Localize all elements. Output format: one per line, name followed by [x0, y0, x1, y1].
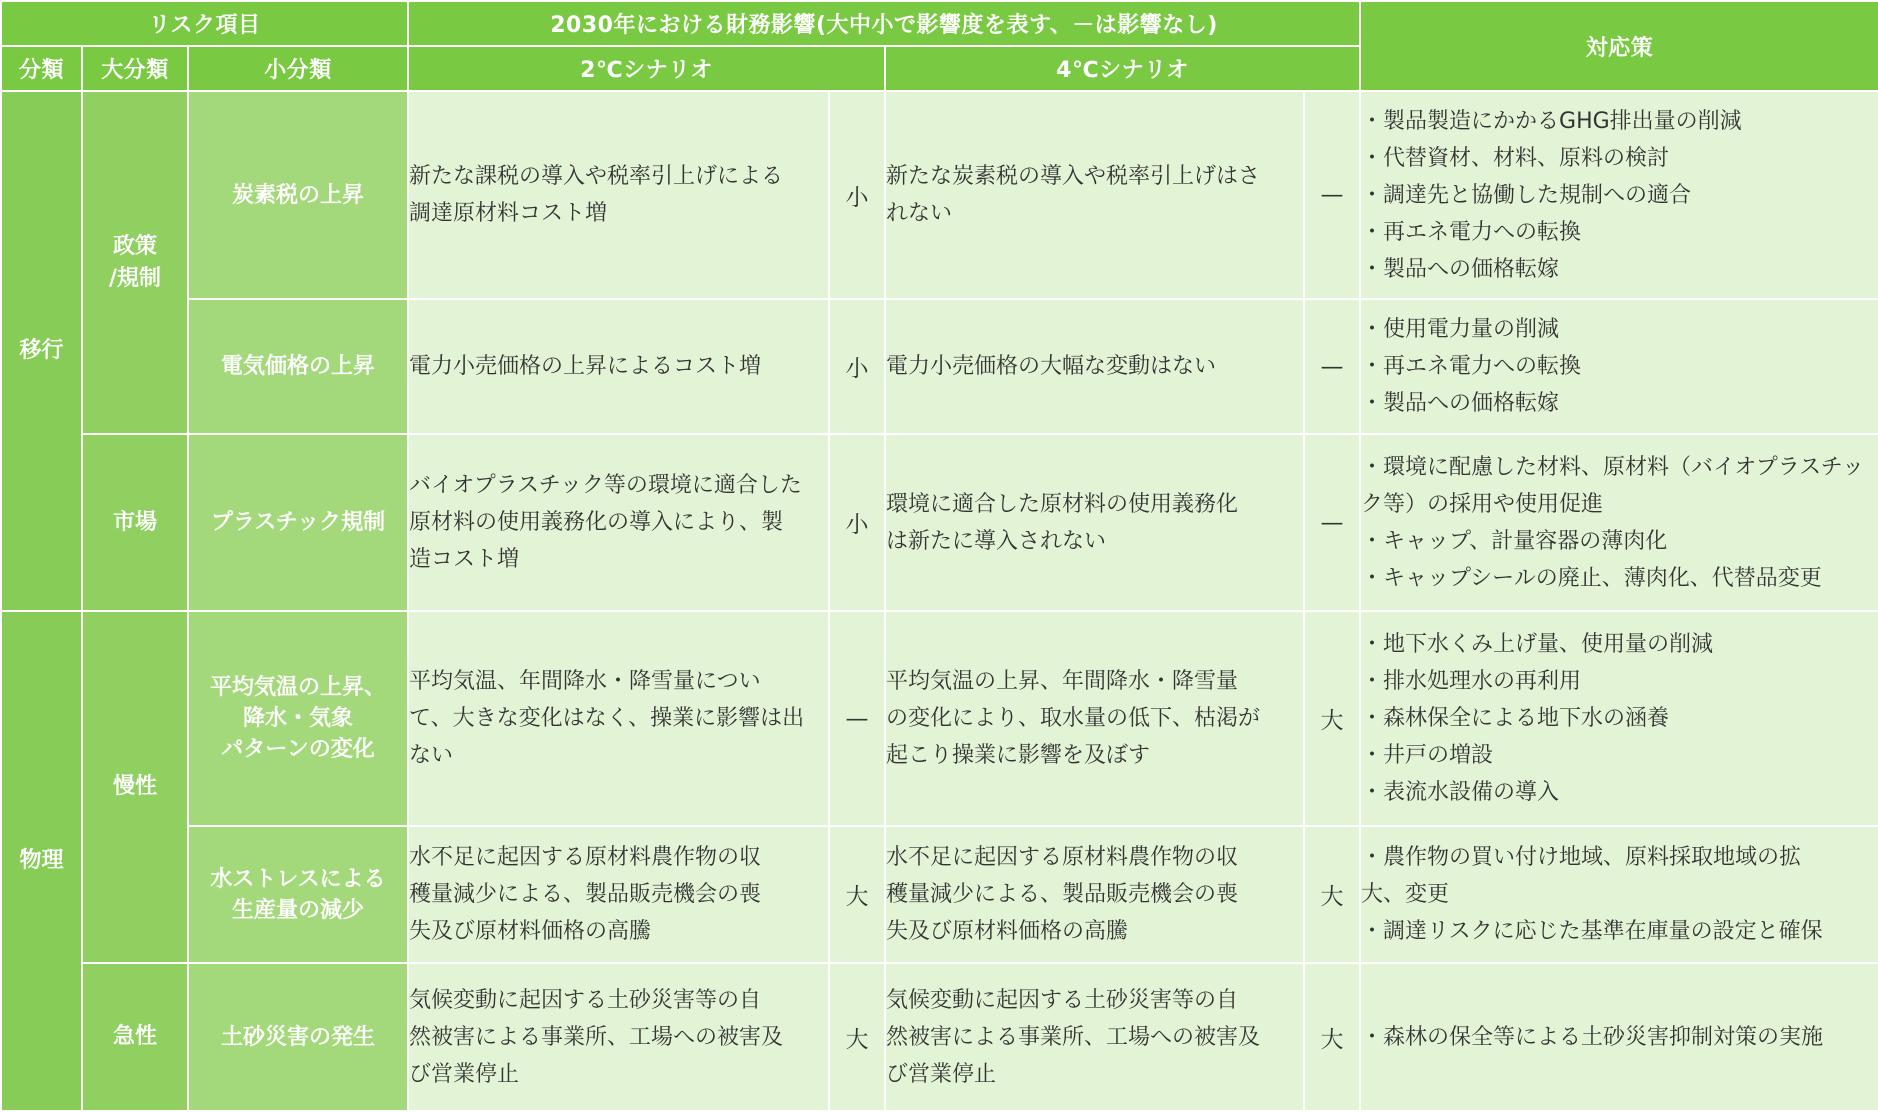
- countermeasure-item: ・キャップ、計量容器の薄肉化: [1361, 528, 1668, 554]
- text-line: 平均気温、年間降水・降雪量につい: [409, 669, 761, 694]
- scenario-2c-level: —: [829, 611, 885, 826]
- table-row: [1, 826, 1878, 963]
- scenario-4c-level: 大: [1304, 611, 1360, 826]
- text-line: れない: [886, 201, 953, 226]
- minor-plastic-regulation: [188, 434, 408, 611]
- countermeasure-item: ・農作物の買い付け地域、原料採取地域の拡: [1361, 845, 1802, 870]
- countermeasure-item: ・環境に配慮した材料、原材料（バイオプラスチッ: [1361, 454, 1864, 480]
- table-row: [1, 299, 1878, 434]
- minor-label-line: パターンの変化: [221, 737, 375, 762]
- minor-landslide: [188, 963, 408, 1111]
- header-row-1: [1, 1, 1878, 46]
- text-line: の変化により、取水量の低下、枯渇が: [886, 706, 1261, 731]
- countermeasure-list: [1361, 626, 1878, 811]
- text-line: 気候変動に起因する土砂災害等の自: [409, 987, 762, 1013]
- table-row: [1, 611, 1878, 826]
- major-policy: [82, 91, 188, 434]
- header-major-category: 大分類: [82, 46, 188, 91]
- scenario-4c-level: —: [1304, 434, 1360, 611]
- scenario-4c-text: [885, 91, 1304, 299]
- countermeasure-item: ・表流水設備の導入: [1361, 780, 1560, 805]
- text-line: 気候変動に起因する土砂災害等の自: [886, 987, 1239, 1013]
- scenario-2c-text: [408, 299, 829, 434]
- header-category: 分類: [1, 46, 82, 91]
- scenario-4c-level: —: [1304, 91, 1360, 299]
- header-countermeasure: 対応策: [1360, 1, 1878, 91]
- text-line: て、大きな変化はなく、操業に影響は出: [409, 706, 805, 731]
- category-physical: 物理: [1, 611, 82, 1111]
- text-line: び営業停止: [886, 1061, 997, 1087]
- scenario-4c-level: —: [1304, 299, 1360, 434]
- countermeasures: [1360, 963, 1878, 1111]
- major-acute: 急性: [82, 963, 188, 1111]
- countermeasures: [1360, 91, 1878, 299]
- text-line: 環境に適合した原材料の使用義務化: [886, 491, 1239, 517]
- header-minor-category: 小分類: [188, 46, 408, 91]
- scenario-2c-level: 小: [829, 299, 885, 434]
- text-line: 穫量減少による、製品販売機会の喪: [409, 882, 762, 907]
- minor-label-line: 土砂災害の発生: [221, 1024, 376, 1050]
- scenario-4c-text: [885, 826, 1304, 963]
- text-line: 造コスト増: [409, 547, 520, 572]
- category-transition: 移行: [1, 91, 82, 611]
- text-line: バイオプラスチック等の環境に適合した: [409, 473, 802, 498]
- minor-label-line: 水ストレスによる: [210, 866, 386, 892]
- countermeasure-item: ・使用電力量の削減: [1361, 317, 1560, 342]
- countermeasure-item: ・製品製造にかかるGHG排出量の削減: [1361, 108, 1742, 134]
- text-line: 穫量減少による、製品販売機会の喪: [886, 882, 1239, 907]
- major-market: 市場: [82, 434, 188, 611]
- countermeasure-item: ・調達先と協働した規制への適合: [1361, 182, 1692, 208]
- minor-label-line: 電気価格の上昇: [221, 354, 376, 379]
- text-line: 失及び原材料価格の高騰: [886, 919, 1129, 944]
- header-scenario-2c: 2℃シナリオ: [408, 46, 885, 91]
- text-line: ない: [409, 743, 454, 768]
- minor-label-line: 降水・気象: [243, 706, 354, 731]
- countermeasure-item: ・森林の保全等による土砂災害抑制対策の実施: [1361, 1024, 1824, 1050]
- text-line: 調達原材料コスト増: [409, 201, 608, 226]
- countermeasure-item: ・再エネ電力への転換: [1361, 219, 1582, 245]
- text-line: 新たな課税の導入や税率引上げによる: [409, 164, 784, 189]
- countermeasure-item: ・キャップシールの廃止、薄肉化、代替品変更: [1361, 565, 1822, 591]
- countermeasure-item: ク等）の採用や使用促進: [1361, 491, 1604, 517]
- countermeasures: [1360, 611, 1878, 826]
- countermeasure-item: ・地下水くみ上げ量、使用量の削減: [1361, 632, 1714, 657]
- countermeasure-list: [1361, 103, 1878, 288]
- table-row: [1, 434, 1878, 611]
- table-row: [1, 91, 1878, 299]
- scenario-4c-text: [885, 963, 1304, 1111]
- text-line: は新たに導入されない: [886, 528, 1107, 554]
- major-chronic: 慢性: [82, 611, 188, 963]
- minor-label-line: 平均気温の上昇、: [210, 675, 387, 700]
- scenario-2c-level: 小: [829, 91, 885, 299]
- scenario-2c-text: [408, 91, 829, 299]
- countermeasures: [1360, 299, 1878, 434]
- text-line: 水不足に起因する原材料農作物の収: [886, 845, 1239, 870]
- countermeasure-list: [1361, 1019, 1878, 1056]
- major-policy-line: /規制: [108, 265, 162, 291]
- countermeasures: [1360, 826, 1878, 963]
- text-line: び営業停止: [409, 1061, 520, 1087]
- text-line: 平均気温の上昇、年間降水・降雪量: [886, 669, 1239, 694]
- scenario-2c-text: [408, 611, 829, 826]
- countermeasure-list: [1361, 839, 1878, 950]
- countermeasure-item: ・森林保全による地下水の涵養: [1361, 706, 1670, 731]
- countermeasure-item: ・調達リスクに応じた基準在庫量の設定と確保: [1361, 919, 1823, 944]
- minor-electricity-price: [188, 299, 408, 434]
- minor-water-stress: [188, 826, 408, 963]
- table-row: [1, 963, 1878, 1111]
- text-line: 電力小売価格の大幅な変動はない: [886, 354, 1217, 379]
- scenario-2c-text: [408, 963, 829, 1111]
- scenario-4c-level: 大: [1304, 963, 1360, 1111]
- scenario-2c-level: 小: [829, 434, 885, 611]
- text-line: 電力小売価格の上昇によるコスト増: [409, 354, 762, 379]
- text-line: 然被害による事業所、工場への被害及: [409, 1024, 784, 1050]
- minor-label-line: 生産量の減少: [232, 897, 365, 923]
- text-line: 新たな炭素税の導入や税率引上げはさ: [886, 164, 1261, 189]
- scenario-2c-text: [408, 434, 829, 611]
- scenario-2c-level: 大: [829, 826, 885, 963]
- minor-carbon-tax: [188, 91, 408, 299]
- countermeasure-item: ・再エネ電力への転換: [1361, 354, 1582, 379]
- countermeasure-item: ・井戸の増設: [1361, 743, 1494, 768]
- countermeasures: [1360, 434, 1878, 611]
- text-line: 然被害による事業所、工場への被害及: [886, 1024, 1261, 1050]
- countermeasure-item: ・製品への価格転嫁: [1361, 256, 1560, 282]
- text-line: 失及び原材料価格の高騰: [409, 919, 652, 944]
- scenario-2c-text: [408, 826, 829, 963]
- scenario-4c-text: [885, 611, 1304, 826]
- minor-temperature-rise: [188, 611, 408, 826]
- major-policy-line: 政策: [112, 233, 157, 259]
- countermeasure-item: 大、変更: [1361, 882, 1450, 907]
- scenario-4c-level: 大: [1304, 826, 1360, 963]
- text-line: 水不足に起因する原材料農作物の収: [409, 845, 762, 870]
- countermeasure-item: ・製品への価格転嫁: [1361, 391, 1560, 416]
- text-line: 起こり操業に影響を及ぼす: [886, 743, 1151, 768]
- scenario-4c-text: [885, 434, 1304, 611]
- countermeasure-item: ・代替資材、材料、原料の検討: [1361, 145, 1670, 171]
- scenario-4c-text: [885, 299, 1304, 434]
- minor-label-line: プラスチック規制: [210, 510, 386, 535]
- text-line: 原材料の使用義務化の導入により、製: [409, 510, 784, 535]
- countermeasure-list: [1361, 311, 1878, 422]
- countermeasure-list: [1361, 449, 1878, 597]
- header-financial-impact: 2030年における財務影響(大中小で影響度を表す、－は影響なし): [408, 1, 1360, 46]
- minor-label-line: 炭素税の上昇: [232, 182, 365, 208]
- scenario-2c-level: 大: [829, 963, 885, 1111]
- countermeasure-item: ・排水処理水の再利用: [1361, 669, 1582, 694]
- header-risk-item: リスク項目: [1, 1, 408, 46]
- header-scenario-4c: 4℃シナリオ: [885, 46, 1360, 91]
